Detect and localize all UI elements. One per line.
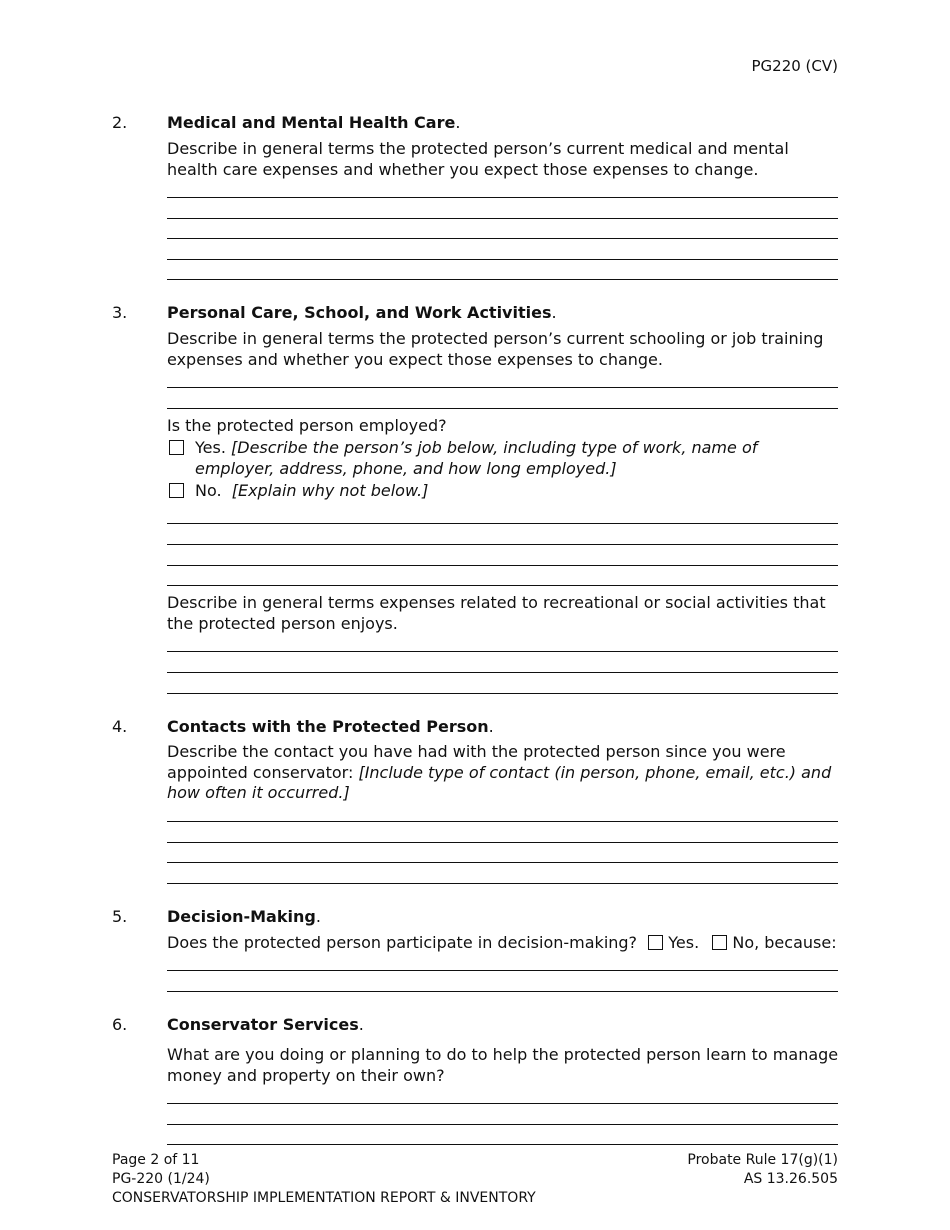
employed-no-checkbox[interactable] xyxy=(169,483,184,498)
employment-answer-line-4[interactable] xyxy=(167,585,838,586)
recreation-description: Describe in general terms expenses related to recreational or social activities that the protected person enjoys. xyxy=(167,593,826,633)
footer-rule: Probate Rule 17(g)(1) xyxy=(687,1152,838,1168)
section-5-heading xyxy=(167,907,321,926)
section-4-answer-line-4[interactable] xyxy=(167,883,838,884)
section-2-title: Medical and Mental Health Care xyxy=(167,113,456,132)
decision-making-row xyxy=(167,933,839,954)
section-6-period: . xyxy=(358,1015,364,1034)
employed-question: Is the protected person employed? xyxy=(167,416,447,435)
recreation-answer-line-2[interactable] xyxy=(167,672,838,673)
footer-statute: AS 13.26.505 xyxy=(743,1171,838,1187)
section-6-answer-line-1[interactable] xyxy=(167,1103,838,1104)
section-4-instruction: [Include type of contact (in person, phone, email, etc.) and how often it occurred.] xyxy=(167,762,832,802)
section-6-heading xyxy=(167,1015,364,1034)
footer-form-version: PG-220 (1/24) xyxy=(112,1171,210,1187)
section-6-answer-line-2[interactable] xyxy=(167,1124,838,1125)
section-2-answer-line-4[interactable] xyxy=(167,259,838,260)
employed-no-label: No. xyxy=(195,481,222,500)
footer-left xyxy=(112,1151,536,1208)
section-2-answer-line-5[interactable] xyxy=(167,279,838,280)
section-2-period: . xyxy=(455,113,461,132)
section-3-title: Personal Care, School, and Work Activities xyxy=(167,303,552,322)
section-4-description-block xyxy=(167,742,839,804)
section-4-heading xyxy=(167,717,494,736)
footer-page: Page 2 of 11 xyxy=(112,1152,200,1168)
employed-no-option xyxy=(167,480,839,501)
section-6-number: 6. xyxy=(112,1015,128,1034)
section-3-answer-line-2[interactable] xyxy=(167,408,838,409)
employment-answer-line-3[interactable] xyxy=(167,565,838,566)
section-3-number: 3. xyxy=(112,303,128,322)
decision-no-checkbox[interactable] xyxy=(712,935,727,950)
section-4-period: . xyxy=(488,717,494,736)
section-3-answer-line-1[interactable] xyxy=(167,387,838,388)
employed-yes-instruction: [Describe the person’s job below, including type of work, name of employer, address, phone, and how long employed.] xyxy=(195,438,758,478)
decision-yes-checkbox[interactable] xyxy=(648,935,663,950)
section-2-answer-line-1[interactable] xyxy=(167,197,838,198)
section-4-description: Describe the contact you have had with the protected person since you were appointed conservator: xyxy=(167,742,786,782)
recreation-answer-line-1[interactable] xyxy=(167,651,838,652)
decision-no-label: No, because: xyxy=(732,933,837,952)
section-6-description: What are you doing or planning to do to help the protected person learn to manage money and property on their own? xyxy=(167,1045,839,1085)
employed-yes-option xyxy=(167,437,839,479)
section-2-answer-line-3[interactable] xyxy=(167,238,838,239)
section-2-number: 2. xyxy=(112,113,128,132)
recreation-answer-line-3[interactable] xyxy=(167,693,838,694)
section-5-title: Decision-Making xyxy=(167,907,316,926)
section-4-title: Contacts with the Protected Person xyxy=(167,717,489,736)
employment-answer-line-1[interactable] xyxy=(167,523,838,524)
employment-answer-line-2[interactable] xyxy=(167,544,838,545)
employed-yes-checkbox[interactable] xyxy=(169,440,184,455)
section-3-description: Describe in general terms the protected person’s current schooling or job training expenses and whether you expect those expenses to change. xyxy=(167,329,824,369)
footer-right xyxy=(687,1151,838,1189)
section-4-answer-line-1[interactable] xyxy=(167,821,838,822)
section-5-period: . xyxy=(315,907,321,926)
section-5-answer-line-2[interactable] xyxy=(167,991,838,992)
section-2-answer-line-2[interactable] xyxy=(167,218,838,219)
employed-no-instruction: [Explain why not below.] xyxy=(231,481,429,500)
section-4-answer-line-2[interactable] xyxy=(167,842,838,843)
section-4-number: 4. xyxy=(112,717,128,736)
section-5-answer-line-1[interactable] xyxy=(167,970,838,971)
decision-yes-label: Yes. xyxy=(668,933,700,952)
section-4-answer-line-3[interactable] xyxy=(167,862,838,863)
footer-form-title: CONSERVATORSHIP IMPLEMENTATION REPORT & INVENTORY xyxy=(112,1190,536,1206)
section-6-answer-line-3[interactable] xyxy=(167,1144,838,1145)
section-2-heading xyxy=(167,113,460,132)
section-3-period: . xyxy=(551,303,557,322)
section-3-heading xyxy=(167,303,557,322)
section-2-description: Describe in general terms the protected person’s current medical and mental health care expenses and whether you expect those expenses to change. xyxy=(167,139,789,179)
section-5-number: 5. xyxy=(112,907,128,926)
form-code: PG220 (CV) xyxy=(751,57,838,75)
decision-making-question: Does the protected person participate in decision-making? xyxy=(167,933,638,952)
employed-yes-label: Yes. xyxy=(195,438,226,457)
section-6-title: Conservator Services xyxy=(167,1015,359,1034)
